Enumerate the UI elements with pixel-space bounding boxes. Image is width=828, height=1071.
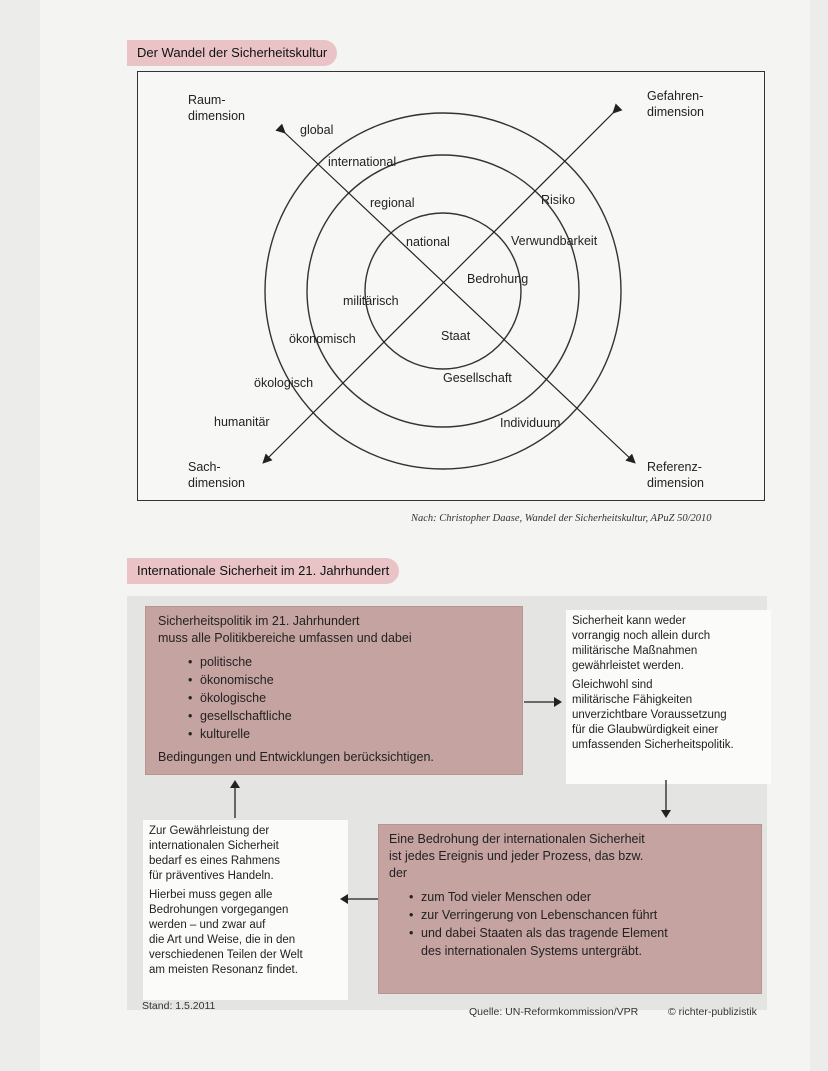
label-bedrohung: Bedrohung [467,272,529,286]
label-global: global [300,123,334,137]
box4-p1: Zur Gewährleistung der internationalen Sicherheit bedarf es eines Rahmens für präventives Handeln. [149,825,281,882]
box1-intro: Sicherheitspolitik im 21. Jahrhundert muss alle Politikbereiche umfassen und dabei [158,614,412,645]
label-militaerisch: militärisch [343,294,399,308]
axis-label-referenz: Referenz-dimension [647,460,704,490]
arrow-up-icon [229,778,241,818]
box2-p2: Gleichwohl sind militärische Fähigkeiten unverzichtbare Voraussetzung für die Glaubwürdigkeit einer umfassenden Sicherheitspolitik. [572,679,734,751]
label-oekonomisch: ökonomisch [289,332,356,346]
source: Quelle: UN-Reformkommission/VPR [469,1006,639,1018]
label-staat: Staat [441,329,471,343]
box2-p1: Sicherheit kann weder vorrangig noch allein durch militärische Maßnahmen gewährleistet werden. [572,615,711,672]
label-risiko: Risiko [541,193,576,207]
box4-p2: Hierbei muss gegen alle Bedrohungen vorgegangen werden – und zwar auf die Art und Weise, die in den verschiedenen Teilen der Welt am meisten Resonanz findet. [149,889,303,976]
list-item: • kulturelle [188,725,510,743]
label-humanitaer: humanitär [214,415,270,429]
box1-outro: Bedingungen und Entwicklungen berücksichtigen. [158,750,434,764]
security-culture-diagram [138,72,764,500]
axis-label-raum-l2: dimension [188,109,245,123]
axis-gefahren-sach [264,112,614,462]
list-item: • ökonomische [188,671,510,689]
box-militaerische-massnahmen [566,610,771,784]
middle-circle [307,155,579,427]
box-praeventives-handeln [143,820,348,1000]
stand-date: Stand: 1.5.2011 [142,1000,216,1012]
diagram-citation: Nach: Christopher Daase, Wandel der Sicherheitskultur, APuZ 50/2010 [411,513,712,524]
axis-label-gefahren: Gefahren-dimension [647,89,704,119]
copyright: © richter-publizistik [668,1006,757,1018]
label-national: national [406,235,450,249]
label-oekologisch: ökologisch [254,376,314,390]
section-title-sicherheitskultur: Der Wandel der Sicherheitskultur [127,40,337,66]
box-bedrohung-definition [378,824,762,994]
box-sicherheitspolitik [145,606,523,775]
label-gesellschaft: Gesellschaft [443,371,512,385]
label-individuum: Individuum [500,416,561,430]
arrow-down-icon [660,780,672,820]
axis-label-raum [188,93,245,123]
arrow-right-icon [524,696,564,708]
diagram-frame [137,71,765,501]
list-item: • und dabei Staaten als das tragende Element des internationalen Systems untergräbt. [409,924,751,960]
list-item: • ökologische [188,689,510,707]
box3-list [409,888,751,960]
label-verwundbarkeit: Verwundbarkeit [511,234,598,248]
outer-circle [265,113,621,469]
axis-raum-referenz [284,132,634,462]
section-title-internationale-sicherheit: Internationale Sicherheit im 21. Jahrhundert [127,558,399,584]
list-item: • gesellschaftliche [188,707,510,725]
arrow-left-icon [338,893,378,905]
list-item: • zur Verringerung von Lebenschancen führt [409,906,751,924]
box3-intro: Eine Bedrohung der internationalen Sicherheit ist jedes Ereignis und jeder Prozess, das bzw. der [389,832,645,880]
list-item: • politische [188,653,510,671]
label-regional: regional [370,196,415,210]
axis-label-sach: Sach-dimension [188,460,245,490]
box1-list [188,653,510,743]
list-item: • zum Tod vieler Menschen oder [409,888,751,906]
label-international: international [328,155,397,169]
axis-label-raum-l1: Raum- [188,93,226,107]
